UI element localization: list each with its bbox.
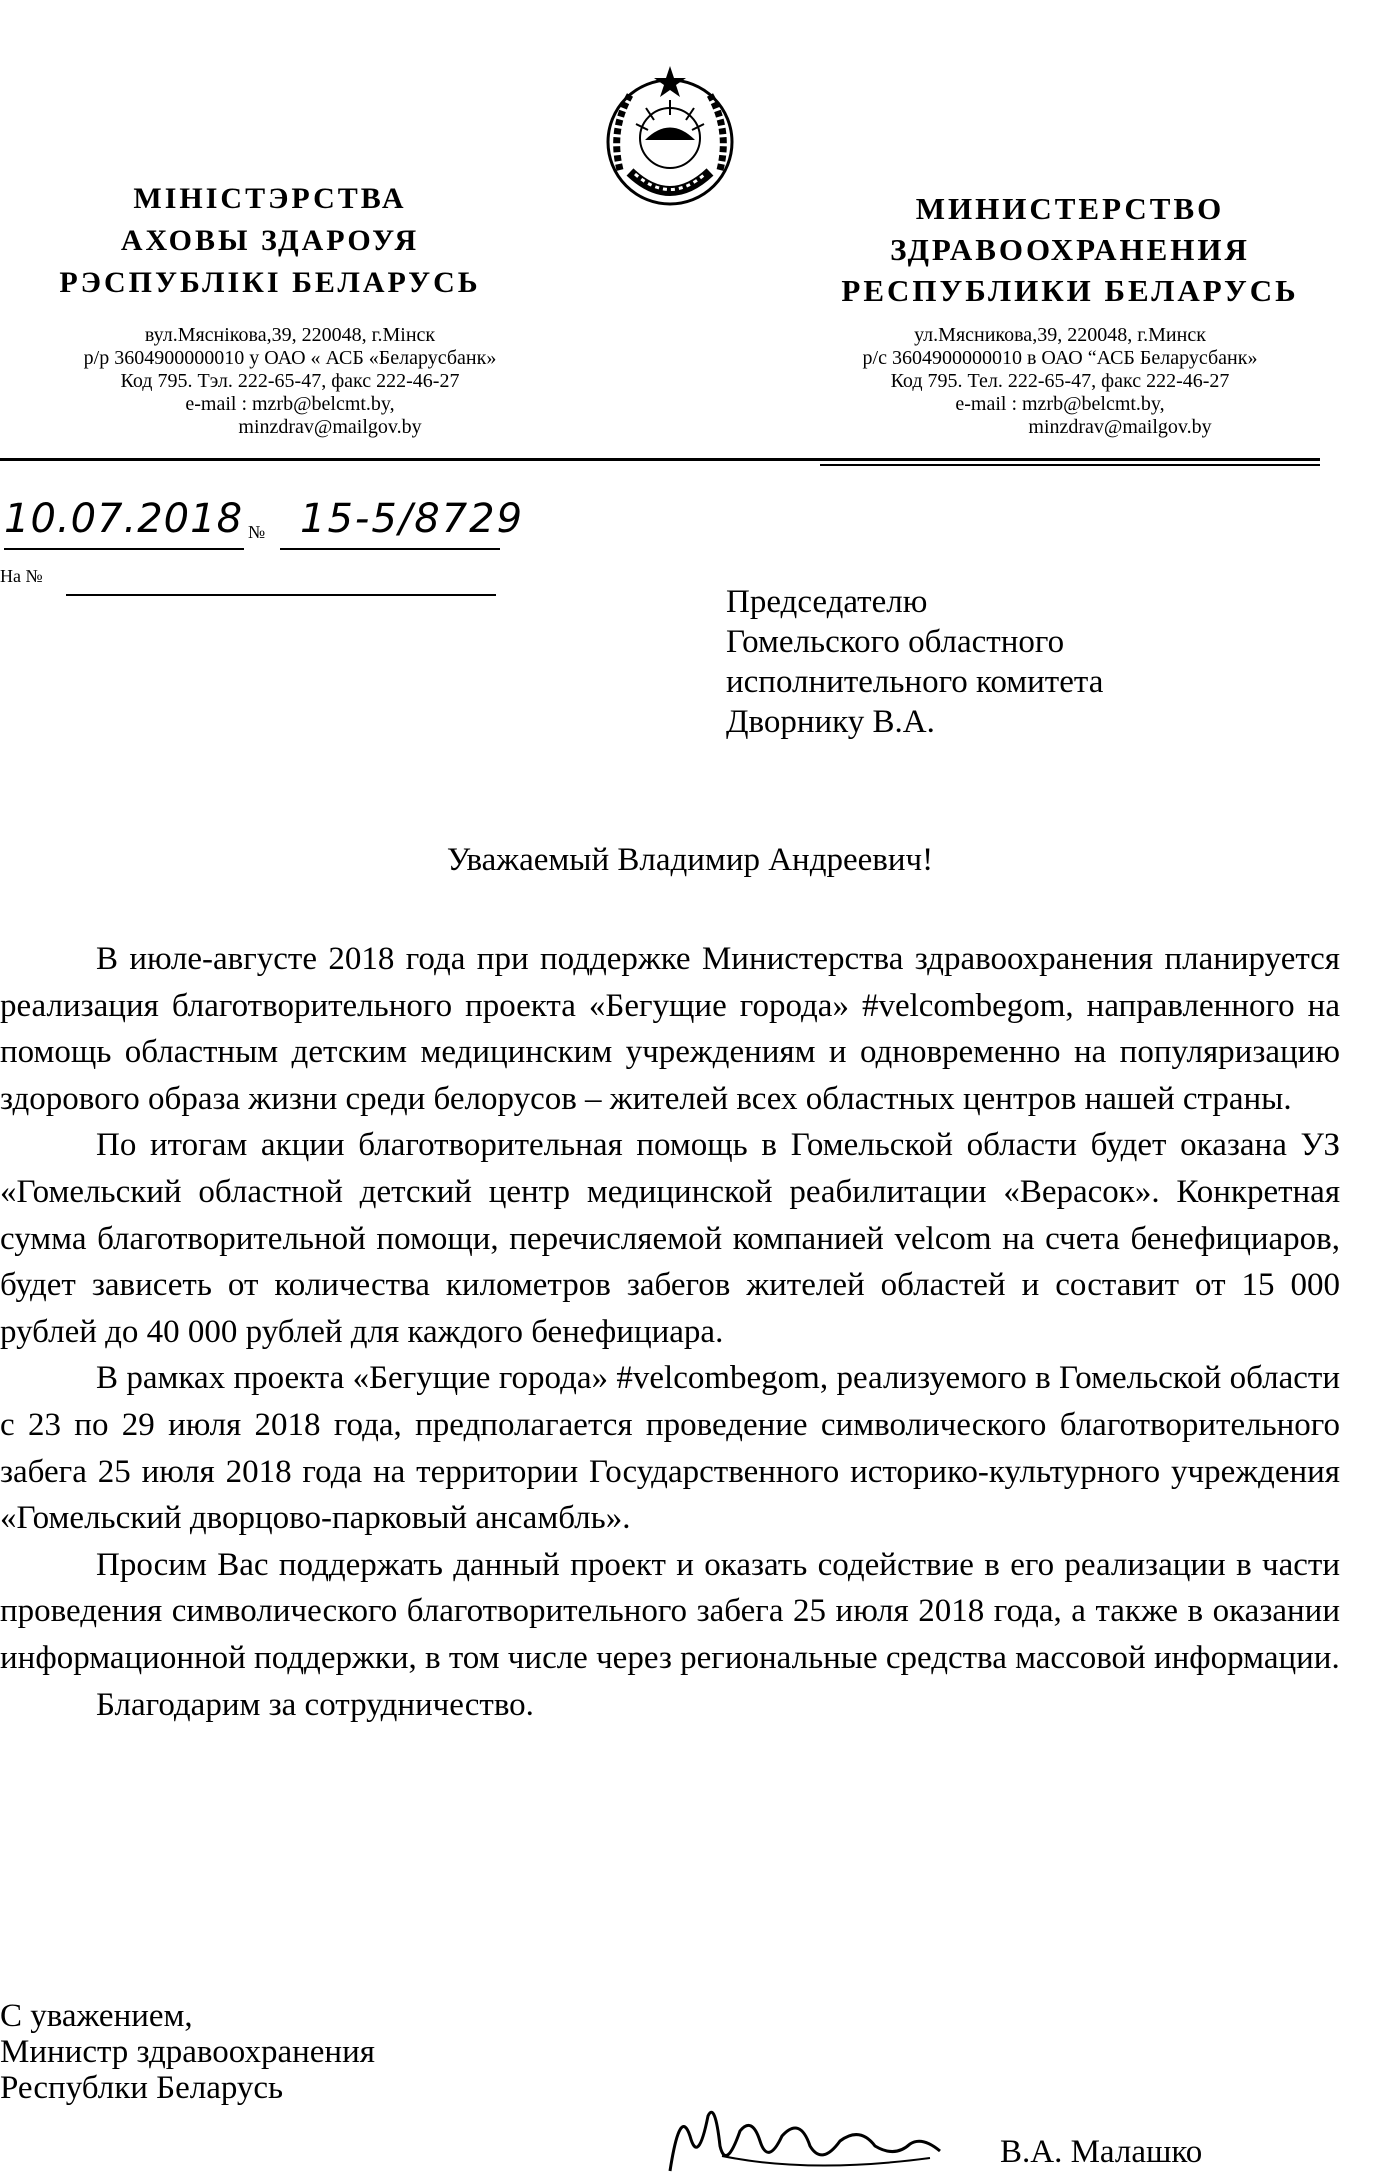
body-paragraph: Благодарим за сотрудничество.	[96, 1686, 534, 1723]
ministry-name-russian	[790, 188, 1350, 311]
address-belarusian	[60, 324, 520, 439]
body-paragraph: По итогам акции благотворительная помощь в Гомельской области будет оказана УЗ «Гомельский областной детский центр медицинской реабилитации «Верасок». Конкретная сумма благотворительной помощи, перечисляемой компанией velcom на счета бенефициаров, будет зависеть от количества километров забегов жителей областей и составит от 15 000 рублей до 40 000 рублей для каждого бенефициара.	[0, 1127, 1340, 1350]
closing-line: Министр здравоохранения	[0, 2034, 375, 2070]
ministry-name-belarusian	[40, 178, 500, 304]
address-line: р/р 3604900000010 у ОАО « АСБ «Беларусбанк»	[83, 347, 497, 369]
address-line: р/с 3604900000010 в ОАО “АСБ Беларусбанк»	[862, 347, 1258, 369]
address-line: Код 795. Тэл. 222-65-47, факс 222-46-27	[120, 370, 460, 392]
reply-to-underline	[66, 594, 496, 596]
number-underline	[280, 548, 500, 550]
address-line: ул.Мясникова,39, 220048, г.Минск	[914, 324, 1206, 346]
date-underline	[4, 548, 244, 550]
address-line: minzdrav@mailgov.by	[1028, 416, 1212, 438]
letter-date: 10.07.2018	[4, 496, 244, 542]
header-divider	[0, 458, 1320, 461]
addressee-line: Гомельского областного	[726, 624, 1065, 660]
state-emblem-icon	[590, 60, 750, 220]
org-line: РЭСПУБЛІКІ БЕЛАРУСЬ	[59, 266, 481, 299]
addressee-line: исполнительного комитета	[726, 664, 1104, 700]
closing-line: С уважением,	[0, 1998, 193, 2034]
number-label: №	[248, 522, 266, 542]
org-line: АХОВЫ ЗДАРОУЯ	[120, 224, 420, 257]
salutation: Уважаемый Владимир Андреевич!	[446, 842, 934, 878]
org-line: МИНИСТЕРСТВО	[915, 191, 1225, 226]
addressee-line: Председателю	[726, 584, 928, 620]
handwritten-signature	[660, 2096, 950, 2176]
addressee-block	[726, 582, 1103, 742]
reply-to-label: На №	[0, 566, 43, 586]
address-line: e-mail : mzrb@belcmt.by,	[185, 393, 395, 415]
org-line: РЕСПУБЛИКИ БЕЛАРУСЬ	[841, 273, 1299, 308]
letter-number: 15-5/8729	[300, 496, 525, 542]
body-paragraph: В июле-августе 2018 года при поддержке Министерства здравоохранения планируется реализация благотворительного проекта «Бегущие города» #velcombegom, направленного на помощь областным детским медицинским учреждениям и одновременно на популяризацию здорового образа жизни среди белорусов – жителей всех областных центров нашей страны.	[0, 941, 1340, 1117]
address-line: вул.Мяснікова,39, 220048, г.Мінск	[144, 324, 436, 346]
header-divider-secondary	[820, 464, 1320, 466]
org-line: МІНІСТЭРСТВА	[133, 182, 407, 215]
closing-block	[0, 1998, 375, 2106]
address-line: e-mail : mzrb@belcmt.by,	[955, 393, 1165, 415]
signer-name: В.А. Малашко	[1000, 2134, 1203, 2170]
letter-body	[0, 936, 1340, 1728]
org-line: ЗДРАВООХРАНЕНИЯ	[890, 232, 1250, 267]
address-line: minzdrav@mailgov.by	[238, 416, 422, 438]
body-paragraph: В рамках проекта «Бегущие города» #velcombegom, реализуемого в Гомельской области с 23 по 29 июля 2018 года, предполагается проведение символического благотворительного забега 25 июля 2018 года на территории Государственного историко-культурного учреждения «Гомельский дворцово-парковый ансамбль».	[0, 1360, 1340, 1537]
closing-line: Республки Беларусь	[0, 2070, 284, 2106]
body-paragraph: Просим Вас поддержать данный проект и оказать содействие в его реализации в части проведения символического благотворительного забега 25 июля 2018 года, а также в оказании информационной поддержки, в том числе через региональные средства массовой информации.	[0, 1546, 1340, 1676]
address-line: Код 795. Тел. 222-65-47, факс 222-46-27	[890, 370, 1230, 392]
address-russian	[780, 324, 1340, 439]
addressee-line: Дворнику В.А.	[726, 704, 935, 740]
